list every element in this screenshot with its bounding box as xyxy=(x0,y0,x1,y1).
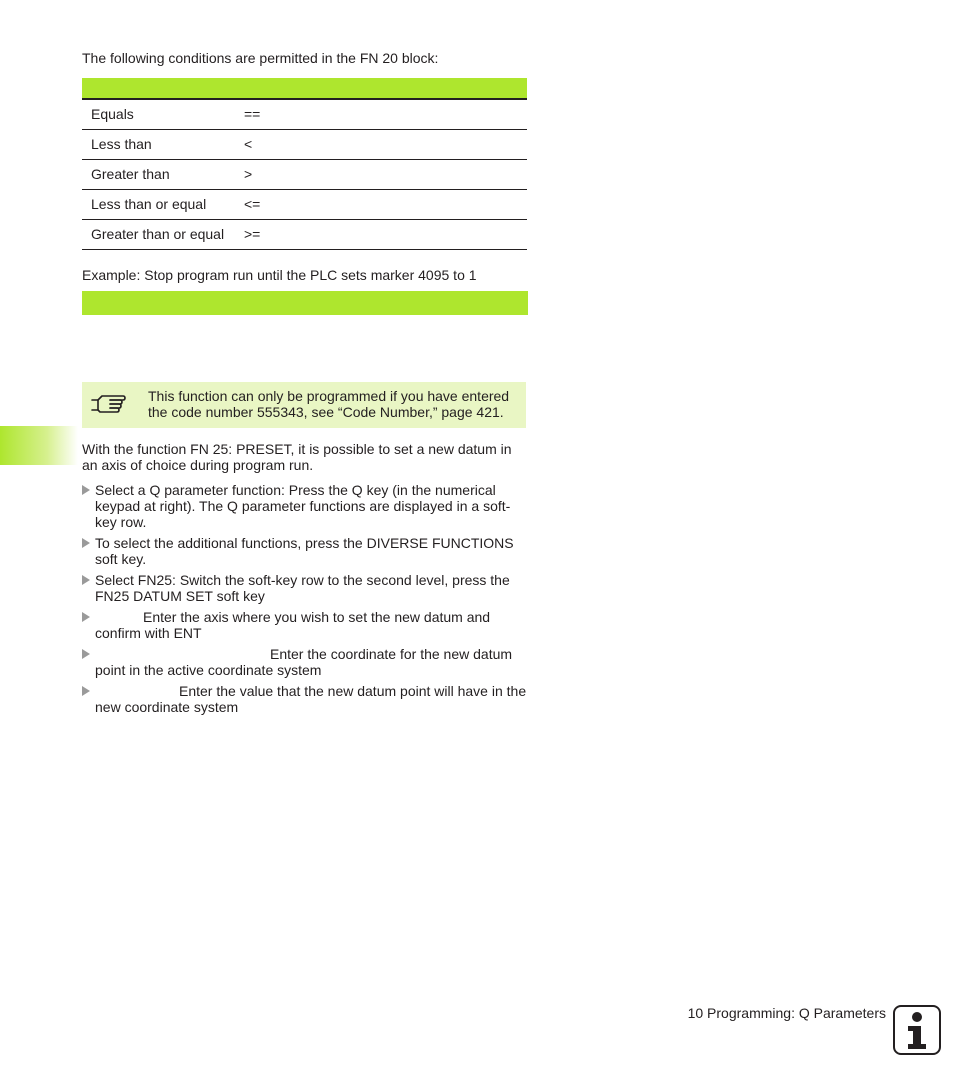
condition-symbol: > xyxy=(244,166,253,182)
condition-label: Greater than or equal xyxy=(91,226,225,242)
list-item: Enter the coordinate for the new datum point in the active coordinate system xyxy=(82,646,527,678)
note-box xyxy=(82,382,526,428)
bullet-arrow-icon xyxy=(82,538,90,548)
note-line-1: This function can only be programmed if you have entered xyxy=(148,388,510,404)
condition-label: Greater than xyxy=(91,166,170,182)
steps-list xyxy=(82,482,527,720)
table-row xyxy=(82,130,527,160)
table-row xyxy=(82,190,527,220)
list-item: Select FN25: Switch the soft-key row to the second level, press the FN25 DATUM SET soft key xyxy=(82,572,527,604)
table-row xyxy=(82,160,527,190)
example-header-bar xyxy=(82,291,528,315)
note-line-2: the code number 555343, see “Code Number,” page 421. xyxy=(148,404,504,420)
list-item: Enter the value that the new datum point will have in the new coordinate system xyxy=(82,683,527,715)
list-item: Enter the axis where you wish to set the new datum and confirm with ENT xyxy=(82,609,527,641)
chapter-side-tab xyxy=(0,426,78,465)
fn25-paragraph: With the function FN 25: PRESET, it is possible to set a new datum in an axis of choice during program run. xyxy=(82,441,512,473)
table-row xyxy=(82,220,527,250)
condition-label: Less than or equal xyxy=(91,196,207,212)
table-row xyxy=(82,100,527,130)
condition-symbol: <= xyxy=(244,196,261,212)
footer-chapter-title: 10 Programming: Q Parameters xyxy=(687,1005,886,1021)
list-item: Select a Q parameter function: Press the Q key (in the numerical keypad at right). The Q parameter functions are displayed in a soft-key row. xyxy=(82,482,527,530)
condition-label: Equals xyxy=(91,106,134,122)
bullet-arrow-icon xyxy=(82,612,90,622)
bullet-arrow-icon xyxy=(82,649,90,659)
table-header xyxy=(82,78,527,100)
bullet-arrow-icon xyxy=(82,485,90,495)
pointing-hand-icon xyxy=(91,391,127,417)
condition-symbol: >= xyxy=(244,226,261,242)
info-icon xyxy=(893,1005,941,1055)
example-text: Example: Stop program run until the PLC sets marker 4095 to 1 xyxy=(82,267,477,283)
conditions-table xyxy=(82,78,527,250)
condition-symbol: < xyxy=(244,136,253,152)
list-item: To select the additional functions, press the DIVERSE FUNCTIONS soft key. xyxy=(82,535,527,567)
intro-text: The following conditions are permitted in the FN 20 block: xyxy=(82,50,439,66)
bullet-arrow-icon xyxy=(82,575,90,585)
bullet-arrow-icon xyxy=(82,686,90,696)
condition-symbol: == xyxy=(244,106,261,122)
condition-label: Less than xyxy=(91,136,152,152)
